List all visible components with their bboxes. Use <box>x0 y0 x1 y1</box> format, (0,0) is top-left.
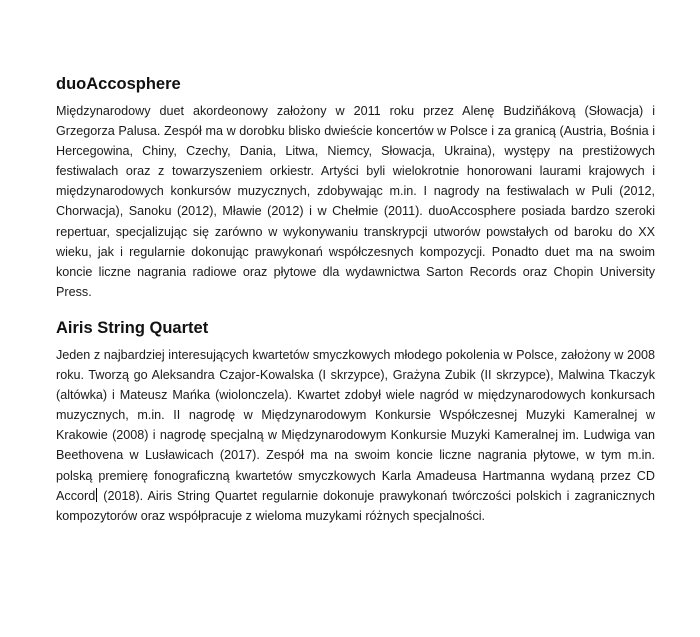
section-title: Airis String Quartet <box>56 318 209 337</box>
section-duoaccosphere <box>56 74 655 302</box>
section-body[interactable] <box>56 345 655 526</box>
section-airis-string-quartet <box>56 318 655 526</box>
body-text-after-caret[interactable]: (2018). Airis String Quartet regularnie dokonuje prawykonań twórczości polskich i zagranicznych kompozytorów oraz współpracuje z wieloma muzykami różnych specjalności. <box>56 488 655 523</box>
section-body[interactable]: Międzynarodowy duet akordeonowy założony w 2011 roku przez Alenę Budziňákovą (Słowacja) i Grzegorza Palusa. Zespół ma w dorobku blisko dwieście koncertów w Polsce i za granicą (Austria, Bośnia i Hercegowina, Chiny, Czechy, Dania, Litwa, Niemcy, Słowacja, Ukraina), występy na prestiżowych festiwalach oraz z towarzyszeniem orkiestr. Artyści byli wielokrotnie honorowani laurami krajowych i międzynarodowych konkursów muzycznych, zdobywając m.in. I nagrody na festiwalach w Puli (2012, Chorwacja), Sanoku (2012), Mławie (2012) i w Chełmie (2011). duoAccosphere posiada bardzo szeroki repertuar, specjalizując się zarówno w wykonywaniu transkrypcji utworów powstałych od baroku do XX wieku, jak i regularnie dokonując prawykonań współczesnych kompozycji. Ponadto duet ma na swoim koncie liczne nagrania radiowe oraz płytowe dla wydawnictwa Sarton Records oraz Chopin University Press. <box>56 104 655 299</box>
section-title: duoAccosphere <box>56 75 181 93</box>
document-page <box>56 74 655 526</box>
body-text-before-caret[interactable]: Jeden z najbardziej interesujących kwartetów smyczkowych młodego pokolenia w Polsce, założony w 2008 roku. Tworzą go Aleksandra Czajor-Kowalska (I skrzypce), Grażyna Zubik (II skrzypce), Malwina Tkaczyk (altówka) i Mateusz Mańka (wiolonczela). Kwartet zdobył wiele nagród w międzynarodowych konkursach muzycznych, m.in. II nagrodę w Międzynarodowym Konkursie Współczesnej Muzyki Kameralnej w Krakowie (2008) i nagrodę specjalną w Międzynarodowym Konkursie Muzyki Kameralnej im. Ludwiga van Beethovena w Lusławicach (2017). Zespół ma na swoim koncie liczne nagrania płytowe, w tym m.in. polską premierę fonograficzną kwartetów smyczkowych Karla Amadeusa Hartmanna wydaną przez CD Accord <box>56 347 655 503</box>
